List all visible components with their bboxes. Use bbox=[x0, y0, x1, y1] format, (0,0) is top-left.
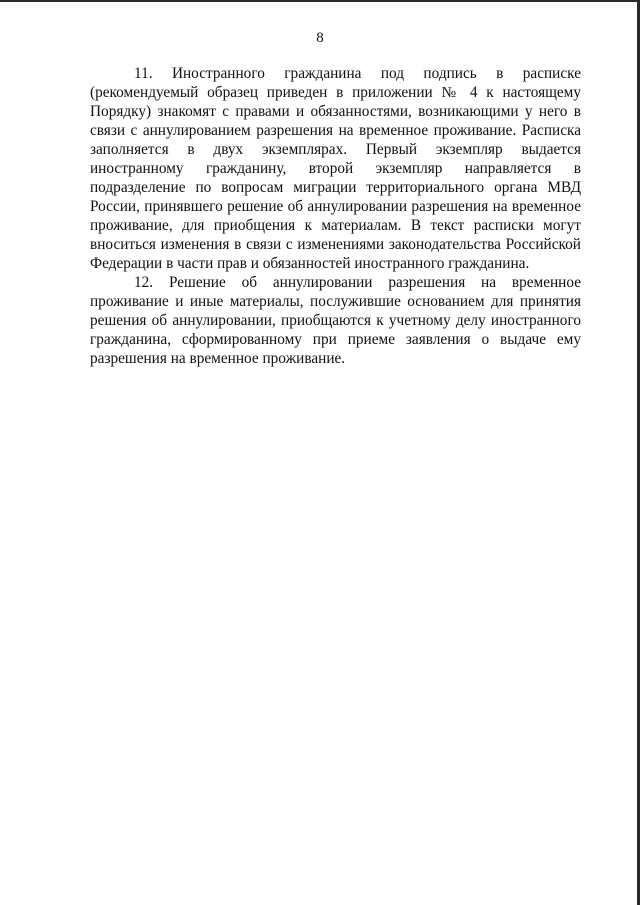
page-number: 8 bbox=[316, 30, 324, 46]
scan-border-top bbox=[0, 0, 640, 2]
paragraph-11: 11. Иностранного гражданина под подпись в расписке (рекомендуемый образец приведен в приложении № 4 к настоящему Порядку) знакомят с правами и обязанностями, возникающими у него в связи с аннулированием разрешения на временное проживание. Расписка заполняется в двух экземплярах. Первый экземпляр выдается иностранному гражданину, второй экземпляр направляется в подразделение по вопросам миграции территориального органа МВД России, принявшего решение об аннулировании разрешения на временное проживание, для приобщения к материалам. В текст расписки могут вноситься изменения в связи с изменениями законодательства Российской Федерации в части прав и обязанностей иностранного гражданина. bbox=[90, 65, 581, 272]
paragraph-12: 12. Решение об аннулировании разрешения на временное проживание и иные материалы, послужившие основанием для принятия решения об аннулировании, приобщаются к учетному делу иностранного гражданина, сформированному при приеме заявления о выдаче ему разрешения на временное проживание. bbox=[90, 274, 581, 367]
document-body bbox=[90, 64, 581, 368]
